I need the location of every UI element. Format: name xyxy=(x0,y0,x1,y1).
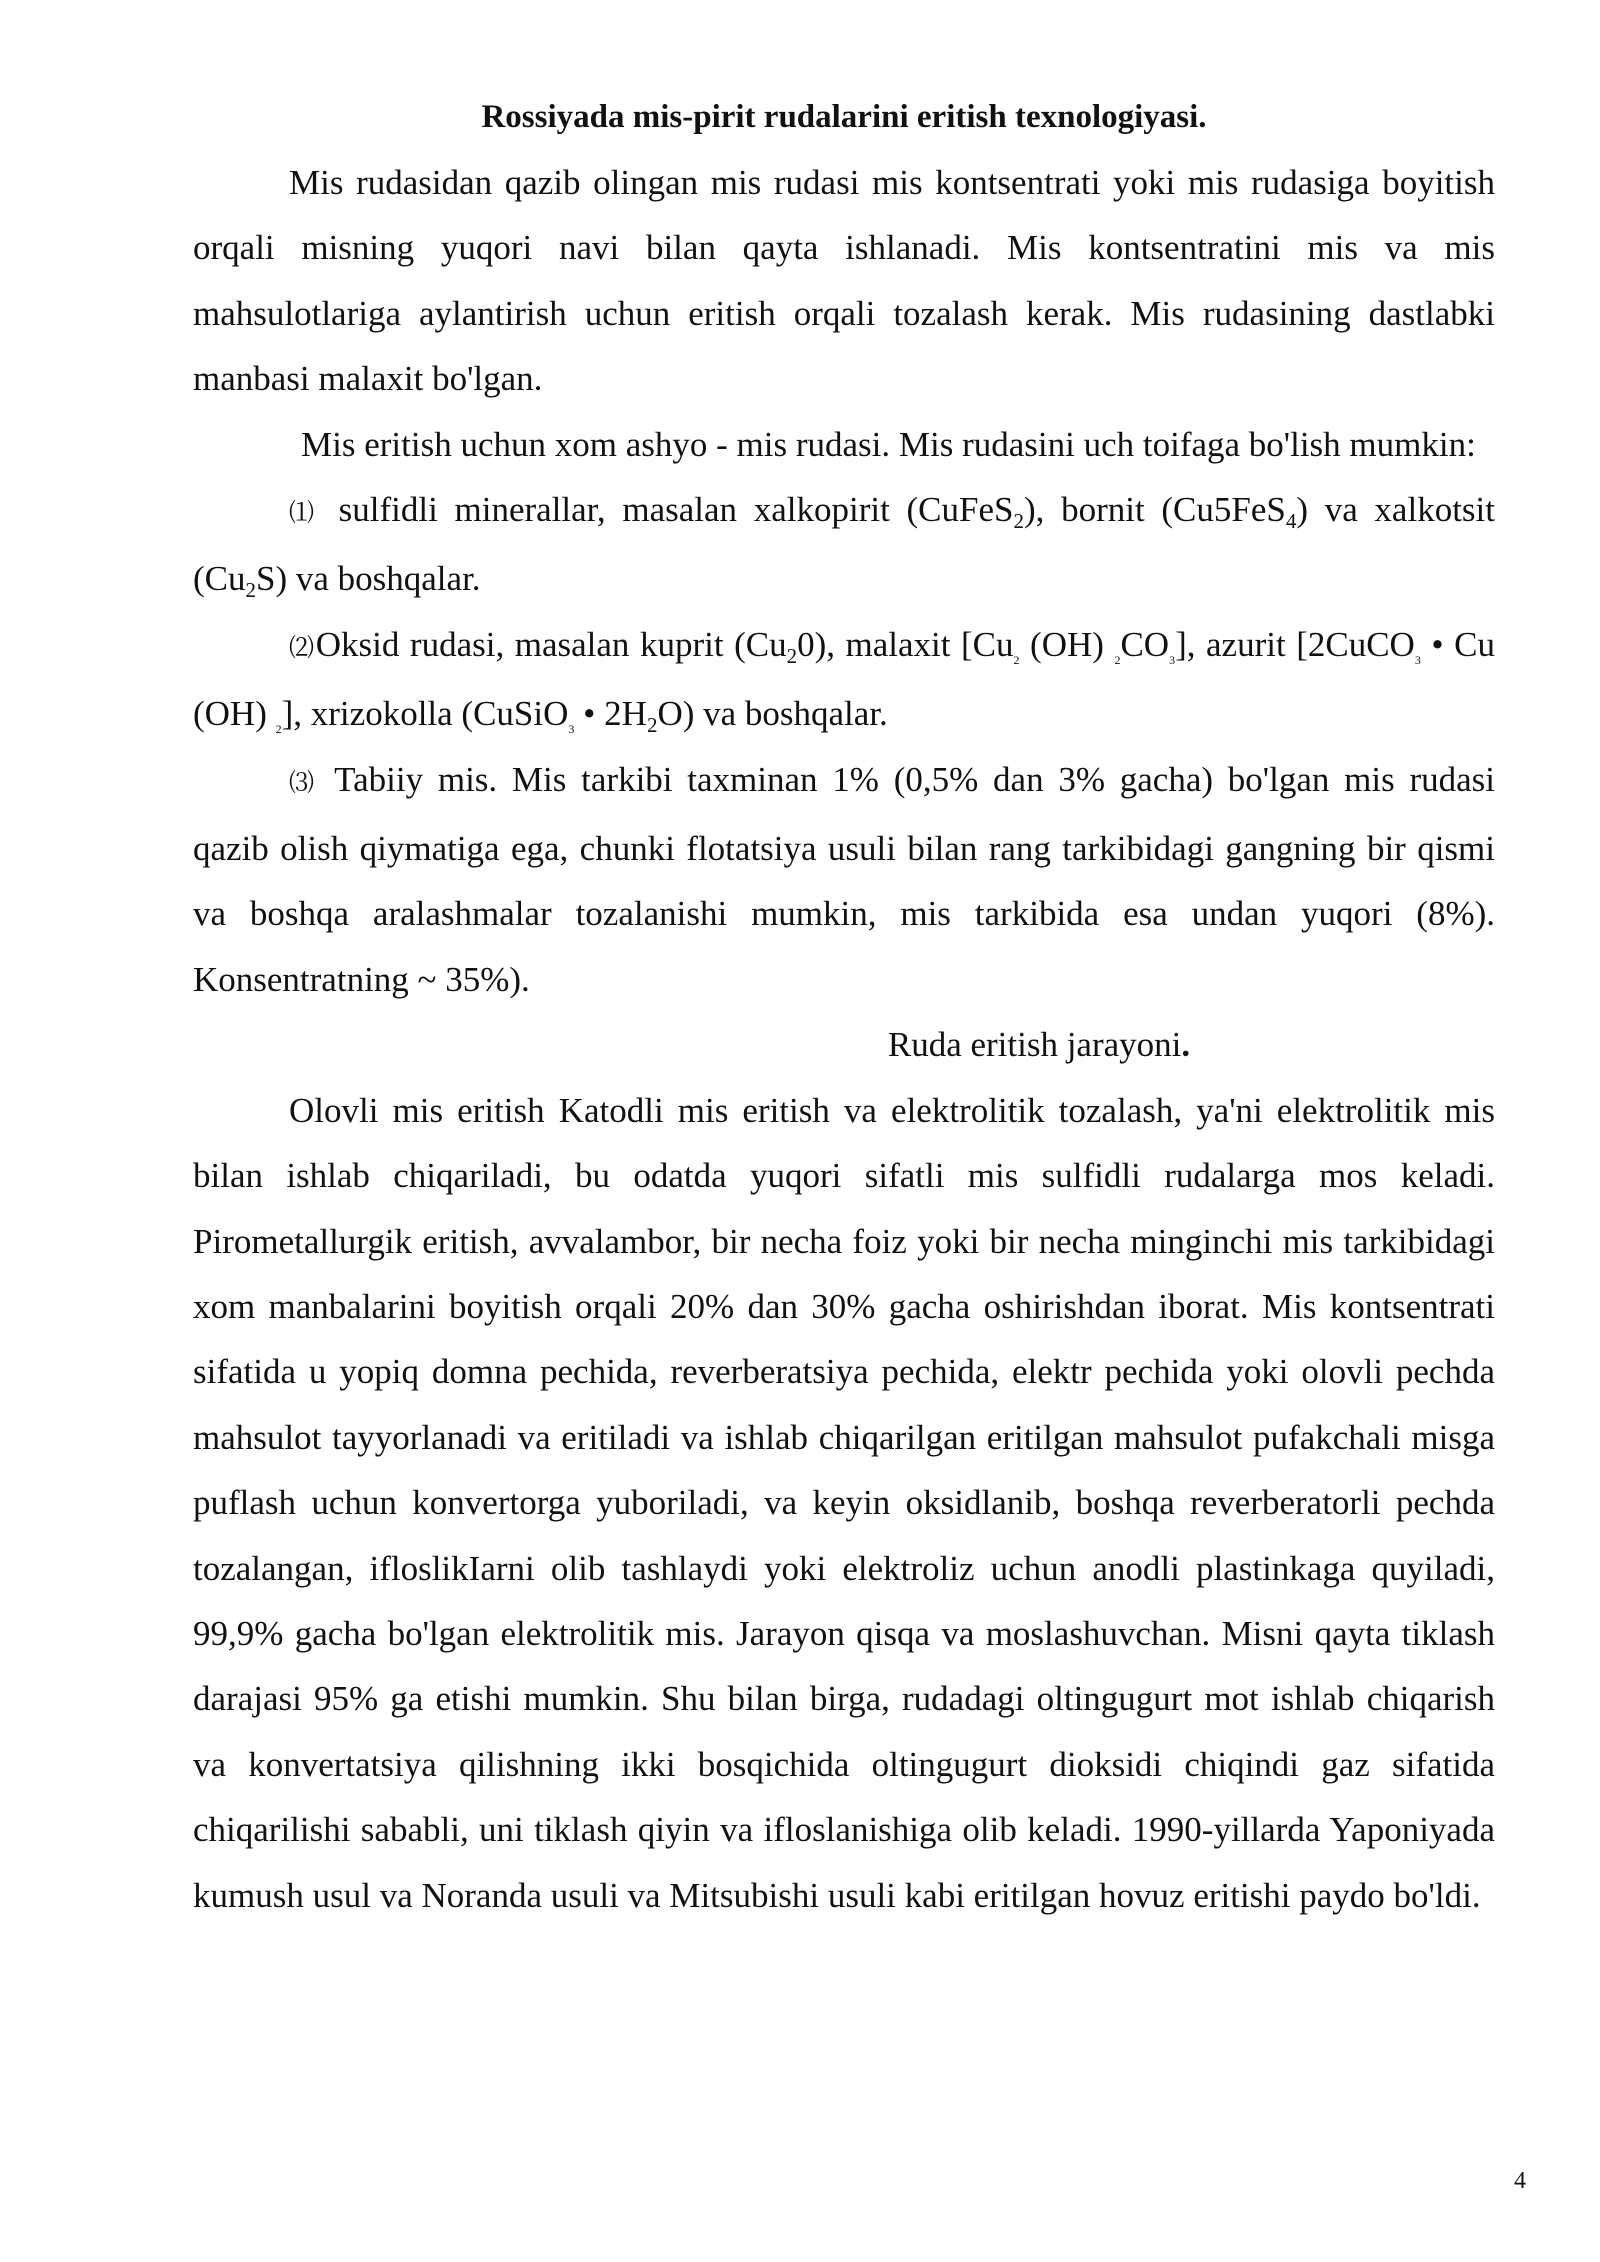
item2-text-7: ], xrizokolla (CuSiO xyxy=(281,694,569,734)
paragraph-intro: Mis rudasidan qazib olingan mis rudasi mis kontsentrati yoki mis rudasiga boyitish orqali misning yuqori navi bilan qayta ishlanadi. Mis kontsentratini mis va mis mahsulotlariga aylantirish uchun eritish orqali tozalash kerak. Mis rudasining dastlabki manbasi malaxit bo'lgan. xyxy=(193,163,1495,399)
item2-sub-6: 2 xyxy=(275,722,282,737)
item1-text-3: ) va xalkotsit (Cu xyxy=(193,490,1495,599)
item2-text-6: • Cu (OH) xyxy=(193,624,1495,734)
item2-text-8: • 2H xyxy=(574,694,647,734)
section-subheading xyxy=(193,1012,1495,1077)
item2-text-4: CO xyxy=(1120,624,1170,664)
page-content xyxy=(193,92,1495,1928)
list-marker-1: ⑴ xyxy=(289,500,322,528)
item2-sub-1: 2 xyxy=(786,643,798,668)
item2-sub-7: 3 xyxy=(568,722,575,737)
list-item-oxide xyxy=(193,612,1495,747)
list-item-native-copper xyxy=(193,747,1495,1013)
item2-text-2: 0), malaxit [Cu xyxy=(797,624,1014,664)
item3-text: Tabiiy mis. Mis tarkibi taxminan 1% (0,5% dan 3% gacha) bo'lgan mis rudasi qazib olish qiymatiga ega, chunki flotatsiya usuli bilan rang tarkibidagi gangning bir qismi va boshqa aralashmalar tozalanishi mumkin, mis tarkibida esa undan yuqori (8%). Konsentratning ~ 35%). xyxy=(193,759,1495,999)
item1-text-1: sulfidli minerallar, masalan xalkopirit (CuFeS xyxy=(321,490,1014,530)
item1-text-2: ), bornit (Cu5FeS xyxy=(1023,490,1286,530)
list-item-sulfide xyxy=(193,477,1495,612)
subheading-text: Ruda eritish jarayoni xyxy=(887,1025,1182,1065)
item2-sub-2: 2 xyxy=(1013,652,1020,667)
item2-text-3: (OH) xyxy=(1019,624,1115,664)
item2-sub-3: 2 xyxy=(1114,652,1121,667)
paragraph-ore-types: Mis eritish uchun xom ashyo - mis rudasi. Mis rudasini uch toifaga bo'lish mumkin: xyxy=(301,424,1476,464)
item1-sub-3: 2 xyxy=(245,578,256,603)
subheading-dot: . xyxy=(1181,1025,1191,1065)
item2-sub-4: 3 xyxy=(1169,652,1176,667)
list-marker-2: ⑵ xyxy=(289,634,316,662)
item2-text-9: O) va boshqalar. xyxy=(657,694,888,734)
document-title: Rossiyada mis-pirit rudalarini eritish texnologiyasi. xyxy=(481,99,1207,135)
item1-sub-1: 2 xyxy=(1013,509,1024,534)
item2-sub-8: 2 xyxy=(646,713,658,738)
item2-sub-5: 3 xyxy=(1414,652,1421,667)
item1-text-4: S) va boshqalar. xyxy=(256,559,481,599)
item1-sub-2: 4 xyxy=(1285,509,1297,534)
item2-text-1: Oksid rudasi, masalan kuprit (Cu xyxy=(315,624,787,664)
paragraph-smelting-process: Olovli mis eritish Katodli mis eritish va elektrolitik tozalash, ya'ni elektrolitik mis bilan ishlab chiqariladi, bu odatda yuqori sifatli mis sulfidli rudalarga mos keladi. Pirometallurgik eritish, avvalambor, bir necha foiz yoki bir necha minginchi mis tarkibidagi xom manbalarini boyitish orqali 20% dan 30% gacha oshirishdan iborat. Mis kontsentrati sifatida u yopiq domna pechida, reverberatsiya pechida, elektr pechida yoki olovli pechda mahsulot tayyorlanadi va eritiladi va ishlab chiqarilgan eritilgan mahsulot pufakchali misga puflash uchun konvertorga yuboriladi, va keyin oksidlanib, boshqa reverberatorli pechda tozalangan, ifloslikIarni olib tashlaydi yoki elektroliz uchun anodli plastinkaga quyiladi, 99,9% gacha bo'lgan elektrolitik mis. Jarayon qisqa va moslashuvchan. Misni qayta tiklash darajasi 95% ga etishi mumkin. Shu bilan birga, rudadagi oltingugurt mot ishlab chiqarish va konvertatsiya qilishning ikki bosqichida oltingugurt dioksidi chiqindi gaz sifatida chiqarilishi sababli, uni tiklash qiyin va ifloslanishiga olib keladi. 1990-yillarda Yaponiyada kumush usul va Noranda usuli va Mitsubishi usuli kabi eritilgan hovuz eritishi paydo bo'ldi. xyxy=(193,1090,1495,1915)
page-number: 4 xyxy=(1514,2168,1526,2194)
item2-text-5: ], azurit [2CuCO xyxy=(1175,624,1415,664)
list-marker-3: ⑶ xyxy=(289,769,321,797)
